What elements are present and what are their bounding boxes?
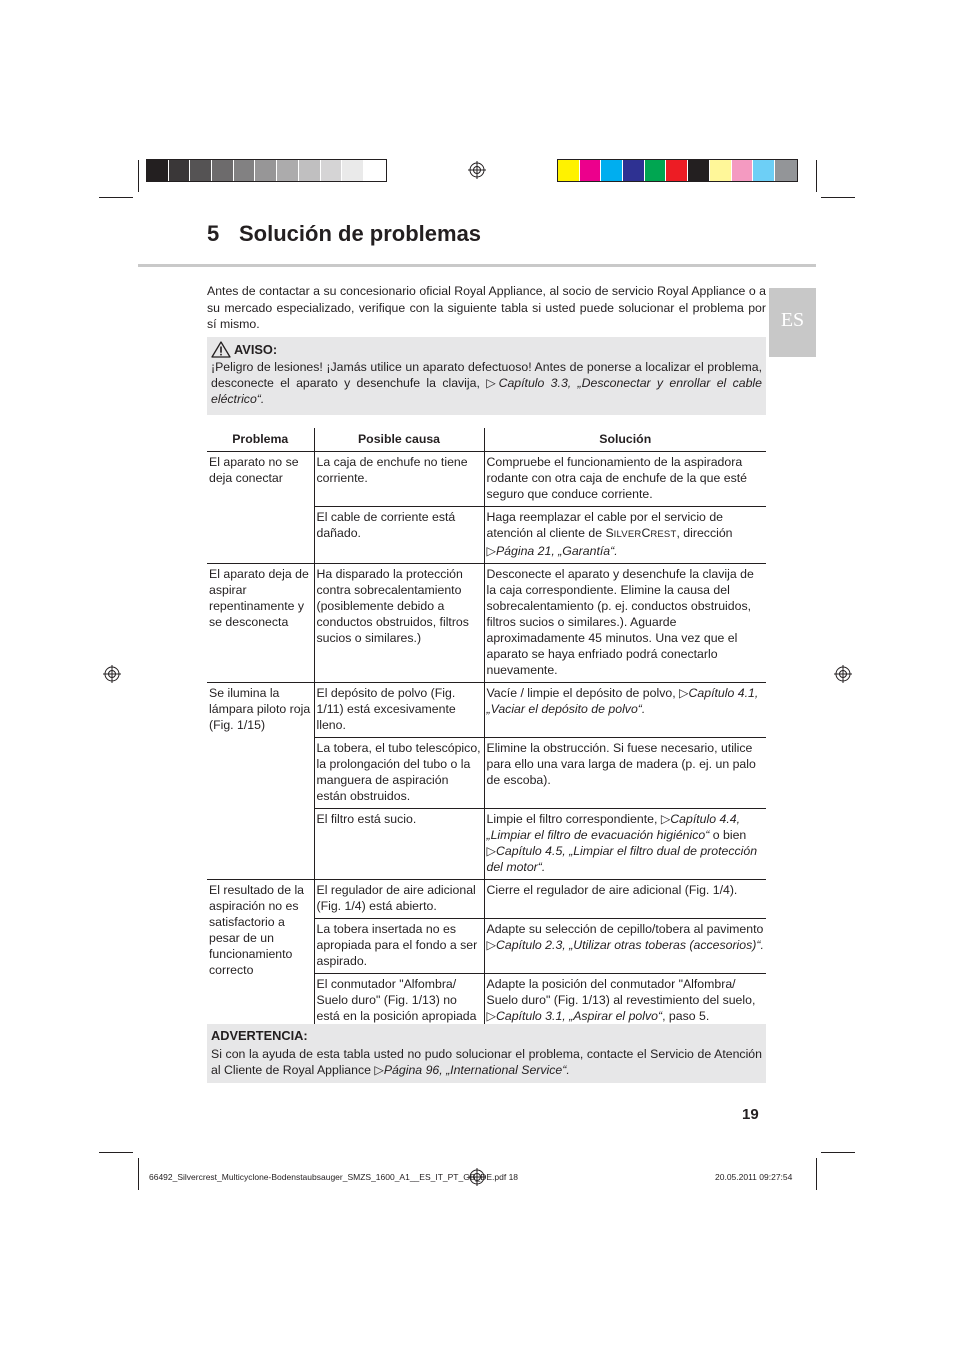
solution-cell: Compruebe el funcionamiento de la aspiradora rodante con otra caja de enchufe de la que esté seguro que conduce corriente. [484,452,766,507]
gray-swatch [234,160,256,181]
gray-swatch [212,160,234,181]
aviso-reference[interactable]: Capítulo 3.3, „Desconectar y enrollar el cable eléctrico“. [211,376,762,406]
language-tab [769,288,816,357]
grayscale-color-bar [146,159,387,182]
color-swatch [732,160,754,181]
solution-cell: Desconecte el aparato y desenchufe la clavija de la caja correspondiente. Elimine la causa del sobrecalentamiento (p. ej. conductos obstruidos, filtros sucios o similares.). Aguarde aproximadamente 45 minutos. Una vez que el aparato se haya enfriado podrá conectarlo nuevamente. [484,564,766,683]
color-swatch [601,160,623,181]
color-swatch [580,160,602,181]
gray-swatch [364,160,386,181]
cause-cell: El filtro está sucio. [314,809,484,880]
problem-cell: El aparato deja de aspirar repentinamente y se desconecta [207,564,314,683]
color-swatch [775,160,797,181]
color-swatch [645,160,667,181]
advertencia-title: ADVERTENCIA: [211,1028,308,1043]
cause-cell: El depósito de polvo (Fig. 1/11) está excesivamente lleno. [314,683,484,738]
crop-mark [816,160,817,192]
footer-timestamp: 20.05.2011 09:27:54 [715,1172,793,1182]
color-swatch [710,160,732,181]
table-row [207,683,766,738]
gray-swatch [190,160,212,181]
problem-cell: El aparato no se deja conectar [209,455,299,485]
cause-cell: La caja de enchufe no tiene corriente. [314,452,484,507]
crop-mark [821,197,855,198]
solution-cell: Elimine la obstrucción. Si fuese necesario, utilice para ello una vara larga de madera (p. ej. un palo de escoba). [484,738,766,809]
gray-swatch [169,160,191,181]
chapter-reference[interactable]: Capítulo 3.1, „Aspirar el polvo“ [495,1009,663,1023]
troubleshooting-table [207,428,766,1044]
color-swatch [666,160,688,181]
cause-cell: El cable de corriente está dañado. [314,507,484,564]
advertencia-box [207,1024,766,1083]
crop-mark [821,1152,855,1153]
chapter-title-text: Solución de problemas [239,221,482,246]
crop-mark [816,1158,817,1190]
chapter-reference[interactable]: Capítulo 2.3, „Utilizar otras toberas (accesorios)“. [495,938,764,952]
solution-cell: Cierre el regulador de aire adicional (Fig. 1/4). [484,880,766,919]
registration-mark-icon [468,161,486,179]
chapter-reference[interactable]: Capítulo 4.5, „Limpiar el filtro dual de protección del motor“. [486,844,758,874]
registration-mark-icon [103,665,121,683]
reference-arrow-icon: ▷ [486,376,499,390]
crop-mark [99,197,133,198]
gray-swatch [147,160,169,181]
solution-cell: Haga reemplazar el cable por el servicio de atención al cliente de SILVERCREST, dirección ▷Página 21, „Garantía“. [484,507,766,564]
table-row [207,880,766,919]
gray-swatch [299,160,321,181]
warning-icon [211,341,231,358]
color-swatch [623,160,645,181]
page-number: 19 [742,1106,759,1123]
solution-cell: Adapte la posición del conmutador "Alfombra/ Suelo duro" (Fig. 1/13) al revestimiento del suelo, ▷Capítulo 3.1, „Aspirar el polvo“, paso 5. [484,974,766,1045]
heading-rule [138,264,816,267]
aviso-title: AVISO: [234,341,278,357]
solution-cell: Vacíe / limpie el depósito de polvo, ▷Capítulo 4.1, „Vaciar el depósito de polvo“. [484,683,766,738]
chapter-title [207,221,481,247]
problem-cell: Se ilumina la lámpara piloto roja (Fig. 1/15) [207,683,314,880]
table-row [207,452,766,507]
aviso-text: ¡Peligro de lesiones! ¡Jamás utilice un aparato defectuoso! Antes de ponerse a localizar el problema, desconecte el aparato y desenchufe la clavija, [211,360,762,390]
reference-arrow-icon: ▷ [486,1009,496,1023]
aviso-box [207,337,766,415]
reference-arrow-icon: ▷ [679,686,689,700]
cause-cell: El conmutador "Alfombra/ Suelo duro" (Fig. 1/13) no está en la posición apropiada [314,974,484,1045]
intro-paragraph: Antes de contactar a su concesionario oficial Royal Appliance, al socio de servicio Royal Appliance o a su mercado especializado, verifique con la siguiente tabla si usted puede solucionar el problema por sí mismo. [207,284,766,331]
chapter-reference[interactable]: Capítulo 4.1, „Vaciar el depósito de polvo“. [486,686,759,716]
reference-arrow-icon: ▷ [486,938,496,952]
gray-swatch [321,160,343,181]
solution-cell: Adapte su selección de cepillo/tobera al pavimento ▷Capítulo 2.3, „Utilizar otras toberas (accesorios)“. [484,919,766,974]
reference-arrow-icon: ▷ [486,544,496,558]
color-swatch [558,160,580,181]
gray-swatch [342,160,364,181]
footer-filename: 66492_Silvercrest_Multicyclone-Bodenstaubsauger_SMZS_1600_A1__ES_IT_PT_GB_DE.pdf 18 [149,1172,519,1182]
cause-cell: La tobera, el tubo telescópico, la prolongación del tubo o la manguera de aspiración están obstruidos. [314,738,484,809]
advertencia-text: Si con la ayuda de esta tabla usted no pudo solucionar el problema, contacte el Servicio de Atención al Cliente de Royal Appliance [211,1047,762,1077]
gray-swatch [277,160,299,181]
reference-arrow-icon: ▷ [660,812,671,826]
color-swatch [753,160,775,181]
color-swatch [688,160,710,181]
chapter-number: 5 [207,221,220,246]
cause-cell: Ha disparado la protección contra sobrecalentamiento (posiblemente debido a conductos obstruidos, filtros sucios o similares.) [314,564,484,683]
gray-swatch [255,160,277,181]
reference-arrow-icon: ▷ [486,844,496,858]
column-header-problem: Problema [207,428,314,452]
column-header-cause: Posible causa [314,428,484,452]
problem-cell: El resultado de la aspiración no es satisfactorio a pesar de un funcionamiento correcto [207,880,314,1045]
table-row [207,564,766,683]
cause-cell: El regulador de aire adicional (Fig. 1/4) está abierto. [314,880,484,919]
crop-mark [138,160,139,192]
page-reference[interactable]: Página 21, „Garantía“. [495,544,618,558]
process-color-bar [557,159,798,182]
crop-mark [99,1152,133,1153]
solution-cell: Limpie el filtro correspondiente, ▷Capítulo 4.4, „Limpiar el filtro de evacuación higiénico“ o bien ▷Capítulo 4.5, „Limpiar el filtro dual de protección del motor“. [484,809,766,880]
cause-cell: La tobera insertada no es apropiada para el fondo a ser aspirado. [314,919,484,974]
reference-arrow-icon: ▷ [374,1063,384,1077]
crop-mark [138,1158,139,1190]
column-header-solution: Solución [484,428,766,452]
registration-mark-icon [834,665,852,683]
language-tab-label: ES [780,309,805,331]
advertencia-reference[interactable]: Página 96, „International Service“. [383,1063,570,1077]
chapter-reference[interactable]: Capítulo 4.4, „Limpiar el filtro de evacuación higiénico“ [486,812,741,842]
